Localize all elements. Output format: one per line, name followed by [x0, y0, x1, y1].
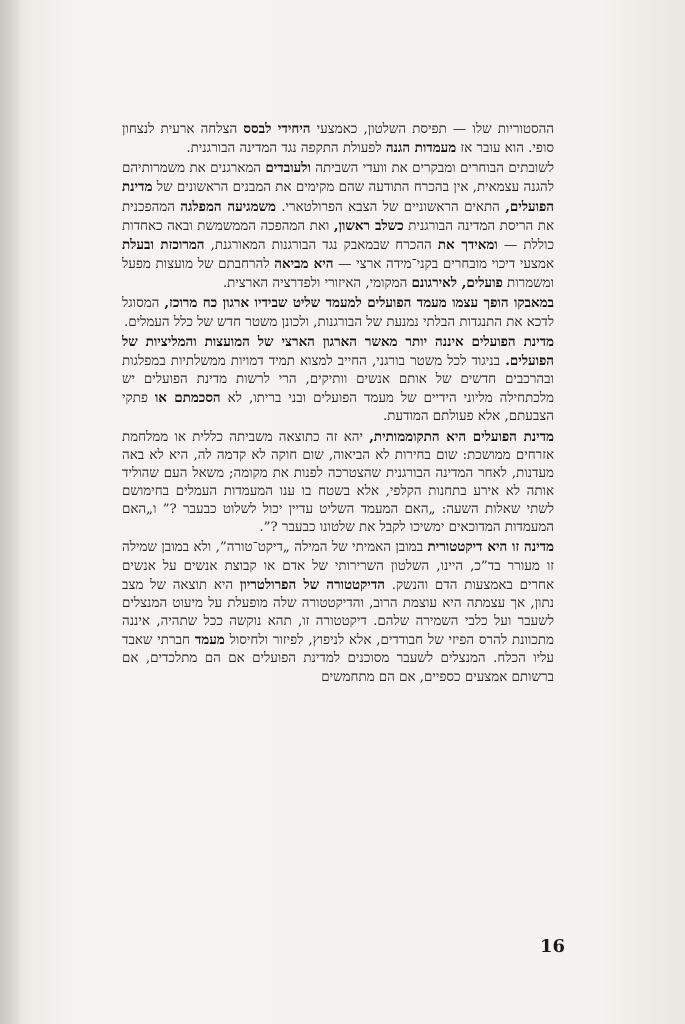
text-run: ההסטוריות שלו — תפיסת השלטון, כאמצעי: [310, 122, 554, 137]
bold-phrase: מדינת הפועלים היא התקוממותית,: [369, 428, 554, 445]
page-number: 16: [540, 936, 566, 957]
text-run: היא תוצאה של מצב נתון, אך עצמתה היא עוצמת הרוב, והדיקטטורה שלה מופעלת על מיעוט המנצלים לשעבר ועל כלבי השמירה שלהם. דיקטטורה זו, תהא נוקשה ככל שתהיה, איננה מתכוונת להרס הפיזי של חבודדים, אלא לניפוץ, לפיזור ולחיסול: [122, 577, 554, 649]
text-run: אמצעי דיכוי מובחרים בקני־מידה ארצי —: [333, 257, 554, 273]
bold-phrase: מדינת הפועלים,: [122, 179, 554, 215]
text-run: ההכרח שבמאבק נגד הבורגנות המאורגנת,: [204, 237, 438, 253]
paragraph: [122, 538, 554, 686]
text-run: התאים הראשוניים של הצבא הפרולטארי.: [275, 199, 506, 215]
body-text: [122, 120, 554, 687]
text-run: המארגנים את משמרותיהם להגנה עצמאית, אין בהכרח התודעה שהם מקימים את המבנים הראשונים של: [122, 161, 554, 196]
text-run: במובן האמיתי של המילה „דיקט־טורה”, ולא במובן שמילה זו מעורר בד”כ, היינו, השלטון השרירותי של אדם או קבוצת אנשים על אנשים אחרים באמצעות הדם והנשק.: [122, 540, 554, 593]
bold-phrase: במאבקו הופך עצמו מעמד הפועלים למעמד שליט שבידיו ארגון כח מרוכז,: [164, 295, 554, 312]
bold-phrase: מדינה זו היא דיקטטורית: [427, 539, 554, 556]
text-run: הצלחה ארעית לנצחון סופי. הוא עובר אז: [122, 122, 554, 157]
bold-phrase: המרוכזת ובעלת: [122, 236, 205, 253]
paragraph: [122, 294, 554, 331]
text-block: [122, 120, 554, 920]
text-run: לפעולת התקפה נגד המדינה הבורגנית.: [186, 141, 386, 157]
bold-phrase: כשלב ראשון,: [333, 217, 404, 234]
bold-phrase: ומאידך את: [437, 236, 498, 253]
text-run: המקומי, האיזורי ולפדרציה הארצית.: [222, 276, 412, 292]
text-run: חברתי שאבד עליו הכלח. המנצלים לשעבר מסוכנים למדינת הפועלים אם הם מתלכדים, אם ברשותם אמצעים כספיים, אם הם מתחמשים: [122, 633, 554, 685]
bold-phrase: ולעובדים: [265, 160, 311, 177]
text-run: המסוגל לדכא את התנגדות הבלתי נמנעת של הבורגנות, ולכונן משטר חדש של כלל העמלים.: [122, 296, 554, 330]
paragraph: [122, 428, 554, 538]
text-run: המהפכנית את הריסת המדינה הבורגנית: [122, 199, 554, 234]
paragraph: [122, 159, 554, 293]
bold-phrase: מעמדות הגנה: [385, 140, 457, 157]
text-run: לשובתים הבוחרים ומבקרים את וועדי השביתה: [310, 161, 554, 177]
paragraph: [122, 333, 554, 427]
text-run: בניגוד לכל משטר בורגני, החייב למצוא תמיד דמויות ממשלתיות במפלגות ובהרכבים חדשים של אותם אנשים וותיקים, הרי לרשות מדינת הפועלים יש מלכתחילה מליוני הידיים של מעמד הפועלים ובני בריתו, לא: [122, 353, 554, 407]
bold-phrase: הסכמתם או: [154, 390, 221, 407]
text-run: להרחבתם של מועצות מפעל ומשמרות: [122, 257, 554, 292]
bold-phrase: משמגיעה המפלגה: [180, 198, 276, 215]
binding-shadow: [0, 0, 22, 1024]
paragraph: [122, 120, 554, 158]
bold-phrase: היחידי לבסס: [243, 121, 311, 137]
text-run: יהא זה כתוצאה משביתה כללית או ממלחמת אזרחים ממושכת: שום בחירות לא הביאוה, שום חוקה לא קדמה לה, היא לא באה מעדנות, לאחר המדינה הבורגנית שהצטרכה לפנות את מקומה; משאל העם שהוליד אותה לא אירע בתחנות הקלפי, אלא בשטח בו ענו המעמדות העמלים בחימושם לשתי שאלות השעה: „האם המעמד השליט עדיין יכול לשלוט כבעבר ?” ו„האם המעמדות המדוכאים ימשיכו לקבל את שלטונו כבעבר ?”.: [122, 429, 554, 536]
bold-phrase: הדיקטטורה של הפרולטריון: [239, 576, 385, 593]
text-run: פתקי הצבעתם, אלא פעולתם המודעת.: [122, 391, 554, 425]
bold-phrase: פועלים, לאירגונם: [411, 275, 503, 292]
bold-phrase: מדינת הפועלים איננה יותר מאשר הארגון הארצי של המועצות והמליציות של הפועלים.: [122, 333, 554, 369]
bold-phrase: מעמד: [194, 632, 225, 649]
text-run: ואת המהפכה הממשמשת ובאה כאחדות כוללת —: [122, 218, 554, 253]
bold-phrase: היא מביאה: [274, 256, 334, 273]
